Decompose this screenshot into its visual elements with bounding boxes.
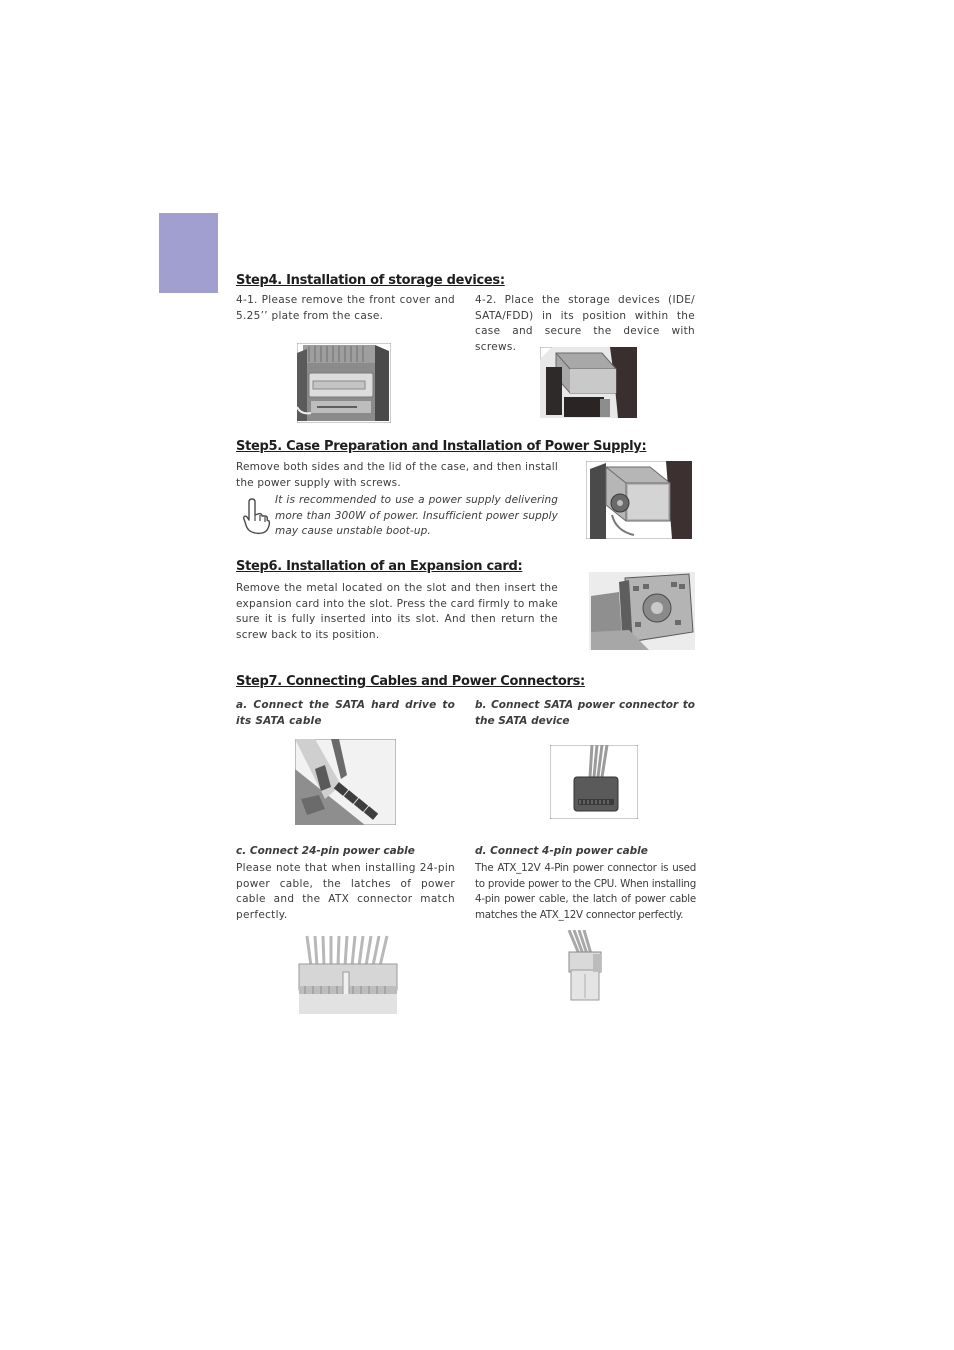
sata-power-connector-illustration (550, 745, 638, 819)
step7-d-title: d. Connect 4-pin power cable (475, 845, 648, 857)
expansion-card-install-illustration (589, 572, 695, 650)
step5-note-text: It is recommended to use a power supply delivering more than 300W of power. Insufficient power supply may cause unstable boot-up. (275, 494, 558, 537)
storage-device-install-illustration (540, 347, 637, 418)
24-pin-power-cable-illustration (297, 926, 399, 1016)
step5-heading: Step5. Case Preparation and Installation of Power Supply: (236, 439, 647, 454)
front-cover-removal-illustration (297, 343, 391, 423)
step7-c-title: c. Connect 24-pin power cable (236, 845, 415, 857)
step7-a-title: a. Connect the SATA hard drive to its SATA cable (236, 699, 455, 727)
chapter-tab-block (159, 213, 218, 293)
4-pin-power-cable-illustration (565, 930, 605, 1004)
step6-heading: Step6. Installation of an Expansion card: (236, 559, 523, 574)
power-supply-install-illustration (586, 461, 692, 539)
step4-heading: Step4. Installation of storage devices: (236, 273, 505, 288)
step5-text: Remove both sides and the lid of the case, and then install the power supply with screws. (236, 461, 558, 489)
pointing-hand-icon (240, 497, 272, 535)
step7-d-text: The ATX_12V 4-Pin power connector is used to provide power to the CPU. When installing 4-pin power cable, the latch of power cable matches the ATX_12V connector perfectly. (475, 862, 696, 921)
step4-col-left-text: 4-1. Please remove the front cover and 5.25’’ plate from the case. (236, 294, 455, 322)
step7-c-text: Please note that when installing 24-pin power cable, the latches of power cable and the ATX connector match perfectly. (236, 862, 455, 921)
step6-text: Remove the metal located on the slot and then insert the expansion card into the slot. Press the card firmly to make sure it is fully inserted into its slot. And then return the screw back to its position. (236, 582, 558, 641)
step4-col-right-text: 4-2. Place the storage devices (IDE/ SATA/FDD) in its position within the case and secure the device with screws. (475, 294, 695, 353)
step7-heading: Step7. Connecting Cables and Power Connectors: (236, 674, 585, 689)
step7-b-title: b. Connect SATA power connector to the SATA device (475, 699, 695, 727)
sata-cable-connection-illustration (295, 739, 396, 825)
